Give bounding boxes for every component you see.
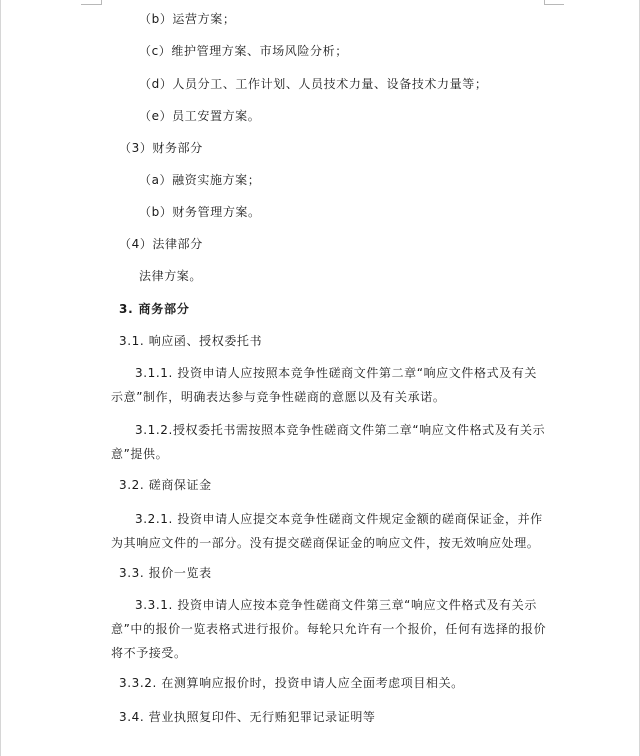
- heading-3-4: 3.4. 营业执照复印件、无行贿犯罪记录证明等: [119, 710, 376, 724]
- paragraph-3-2-1: 3.2.1. 投资申请人应提交本竞争性磋商文件规定金额的磋商保证金，并作为其响应文件的一部分。没有提交磋商保证金的响应文件，按无效响应处理。: [111, 512, 543, 550]
- heading-commercial-part: 3. 商务部分: [119, 302, 190, 316]
- item-d-staffing: （d）人员分工、工作计划、人员技术力量、设备技术力量等；: [139, 77, 488, 91]
- item-e-staff-placement: （e）员工安置方案。: [139, 109, 261, 123]
- crop-mark-top-left-vertical: [101, 0, 102, 5]
- heading-3-2: 3.2. 磋商保证金: [119, 478, 212, 492]
- item-b-finance-management: （b）财务管理方案。: [139, 205, 261, 219]
- paragraph-3-1-1: 3.1.1. 投资申请人应按照本竞争性磋商文件第二章“响应文件格式及有关示意”制作，明确表达参与竞争性磋商的意愿以及有关承诺。: [111, 366, 537, 404]
- paragraph-3-3-1: 3.3.1. 投资申请人应按本竞争性磋商文件第三章“响应文件格式及有关示意”中的报价一览表格式进行报价。每轮只允许有一个报价，任何有选择的报价将不予接受。: [111, 598, 547, 660]
- paragraph-3-1-2: 3.1.2.授权委托书需按照本竞争性磋商文件第二章“响应文件格式及有关示意”提供。: [111, 423, 546, 461]
- crop-mark-top-left: [81, 4, 101, 5]
- item-b-operation-plan: （b）运营方案；: [139, 12, 236, 26]
- legal-plan: 法律方案。: [139, 269, 203, 283]
- section-legal: （4）法律部分: [119, 237, 203, 251]
- item-a-financing-plan: （a）融资实施方案；: [139, 173, 261, 187]
- crop-mark-top-right-vertical: [544, 0, 545, 5]
- paragraph-3-3-2: 3.3.2. 在测算响应报价时，投资申请人应全面考虑项目相关。: [119, 676, 464, 690]
- item-c-maintenance-plan: （c）维护管理方案、市场风险分析；: [139, 44, 348, 58]
- heading-3-3: 3.3. 报价一览表: [119, 566, 212, 580]
- crop-mark-top-right: [544, 4, 564, 5]
- heading-3-1: 3.1. 响应函、授权委托书: [119, 334, 263, 348]
- section-finance: （3）财务部分: [119, 141, 203, 155]
